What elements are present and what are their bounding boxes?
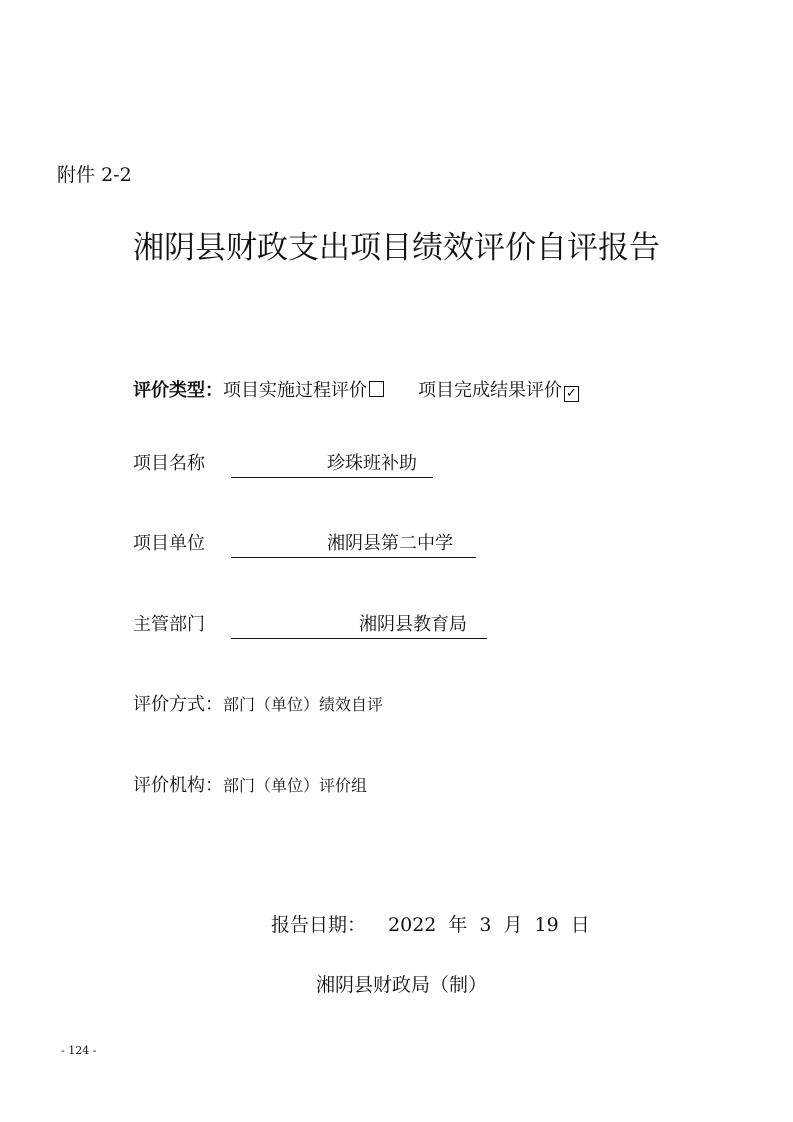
report-year-unit: 年 (448, 914, 468, 936)
report-day: 19 (534, 914, 559, 936)
report-date-label: 报告日期： (271, 914, 367, 936)
process-evaluation-checkbox[interactable] (369, 381, 384, 397)
project-unit-row (133, 529, 476, 558)
result-evaluation-option: 项目完成结果评价 (418, 380, 562, 401)
evaluation-method-label: 评价方式： (133, 694, 223, 715)
evaluation-method-value: 部门（单位）绩效自评 (223, 695, 384, 714)
report-year: 2022 (388, 914, 437, 936)
evaluation-org-label: 评价机构： (133, 775, 223, 796)
supervisor-value: 湘阴县教育局 (359, 614, 467, 635)
attachment-number: 2-2 (101, 164, 132, 186)
issuer: 湘阴县财政局（制） (316, 974, 488, 996)
project-name-value: 珍珠班补助 (327, 453, 417, 474)
report-month: 3 (479, 914, 492, 936)
project-unit-value: 湘阴县第二中学 (327, 533, 453, 554)
supervisor-field (231, 610, 487, 639)
project-name-field (231, 449, 433, 478)
attachment-text: 附件 (57, 164, 96, 186)
page-title: 湘阴县财政支出项目绩效评价自评报告 (133, 230, 660, 266)
evaluation-org-value: 部门（单位）评价组 (223, 776, 368, 795)
process-evaluation-option: 项目实施过程评价 (223, 380, 367, 401)
project-name-label: 项目名称 (133, 453, 205, 474)
evaluation-type-label: 评价类型： (133, 380, 223, 401)
evaluation-org-row (133, 771, 367, 797)
report-month-unit: 月 (503, 914, 523, 936)
result-evaluation-checkbox[interactable]: ✓ (564, 386, 579, 402)
supervisor-label: 主管部门 (133, 614, 205, 635)
evaluation-type-row (133, 376, 579, 402)
attachment-label (57, 160, 132, 187)
project-unit-label: 项目单位 (133, 533, 205, 554)
supervisor-row (133, 610, 487, 639)
report-date (271, 910, 590, 937)
project-unit-field (231, 529, 476, 558)
report-day-unit: 日 (570, 914, 590, 936)
page-number: - 124 - (61, 1044, 97, 1057)
project-name-row (133, 449, 433, 478)
evaluation-method-row (133, 690, 383, 716)
